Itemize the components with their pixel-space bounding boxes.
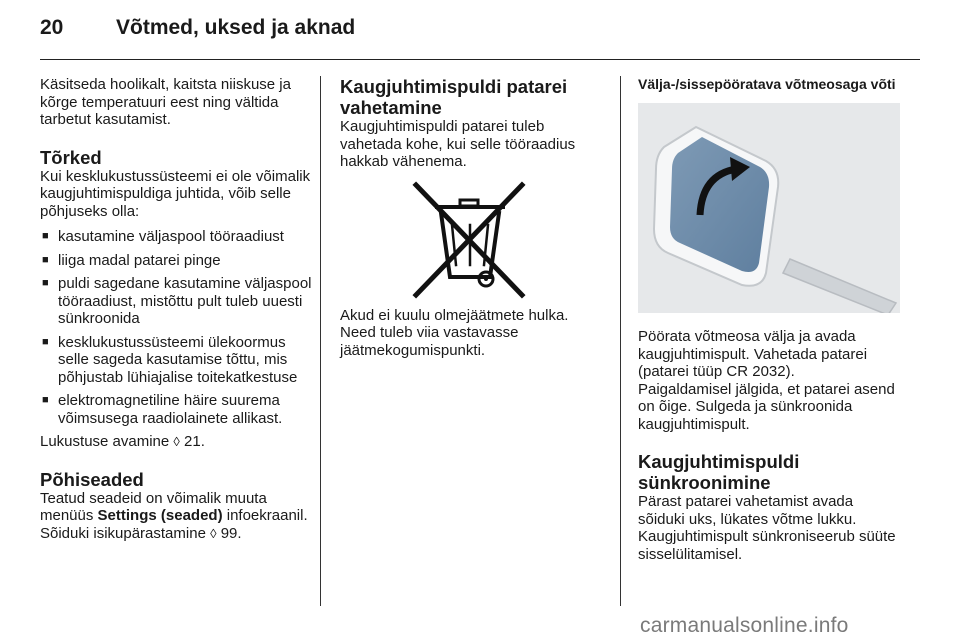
faults-text: Kui kesklukustussüsteemi ei ole võimalik kaugjuhtimispuldiga juhtida, võib selle põhjuseks olla:	[40, 167, 311, 220]
list-item	[40, 334, 312, 387]
reference-arrow-icon: ◊	[173, 434, 180, 449]
column-divider-2	[620, 76, 621, 606]
page-title: Võtmed, uksed ja aknad	[116, 16, 356, 39]
crossed-bin-icon	[340, 181, 602, 299]
bullet-marker: ■	[42, 394, 49, 406]
list-item	[40, 392, 312, 427]
faults-heading: Tõrked	[40, 146, 102, 168]
list-item-text: elektromagnetiline häire suurema võimsusega raadiolainete allikast.	[58, 392, 283, 427]
list-item-text: kesklukustussüsteemi ülekoormus selle sageda kasutamise tõttu, mis põhjustab lühiajalise toitekatkestuse	[58, 333, 298, 386]
page-number: 20	[40, 16, 64, 39]
page-header	[40, 16, 930, 56]
list-item	[40, 275, 312, 328]
column-3	[638, 76, 900, 563]
unlock-page-link[interactable]: 21.	[184, 433, 205, 450]
column-1	[40, 76, 312, 542]
flip-key-figure	[638, 103, 900, 313]
unlock-reference	[40, 433, 312, 451]
battery-change-heading: Kaugjuhtimispuldi patarei vahetamine	[340, 76, 568, 118]
watermark: carmanualsonline.info	[640, 614, 849, 637]
bullet-marker: ■	[42, 277, 49, 289]
settings-menu-name: Settings (seaded)	[97, 507, 223, 524]
basic-settings-heading: Põhiseaded	[40, 468, 144, 490]
list-item	[40, 252, 312, 270]
instruction-text-1: Pöörata võtmeosa välja ja avada kaugjuhtimispult. Vahetada patarei (patarei tüüp CR 2032).	[638, 328, 868, 380]
reference-arrow-icon: ◊	[210, 525, 217, 541]
column-divider-1	[320, 76, 321, 606]
disposal-text: Akud ei kuulu olmejäätmete hulka. Need tuleb viia vastavasse jäätmekogumispunkti.	[340, 306, 569, 359]
sync-heading: Kaugjuhtimispuldi sünkroonimine	[638, 451, 800, 493]
basic-settings-text-1: Teatud seadeid on võimalik muuta menüüs	[40, 489, 267, 524]
unlock-text: Lukustuse avamine	[40, 433, 170, 450]
basic-settings-text	[40, 490, 312, 543]
personalisation-page-link[interactable]: 99.	[220, 524, 242, 542]
faults-list	[40, 228, 312, 427]
list-item-text: liiga madal patarei pinge	[58, 251, 221, 269]
basic-settings-text-2: infoekraanil. Sõiduki isikupärastamine	[40, 507, 308, 542]
sync-text: Pärast patarei vahetamist avada sõiduki uks, lükates võtme lukku. Kaugjuhtimispult sünkroniseerub süüte sisselülitamisel.	[638, 493, 896, 563]
bullet-marker: ■	[42, 230, 49, 242]
list-item-text: puldi sagedane kasutamine väljaspool tööraadiust, mistõttu pult tuleb uuesti sünkroonida	[58, 275, 312, 327]
header-divider	[40, 59, 920, 60]
battery-change-text: Kaugjuhtimispuldi patarei tuleb vahetada kohe, kui selle tööraadius hakkab vähenema.	[340, 118, 576, 170]
bullet-marker: ■	[42, 335, 49, 348]
bullet-marker: ■	[42, 253, 49, 266]
instruction-text-2: Paigaldamisel jälgida, et patarei asend on õige. Sulgeda ja sünkroonida kaugjuhtimispult.	[638, 380, 895, 433]
list-item	[40, 228, 312, 246]
list-item-text: kasutamine väljaspool tööraadiust	[58, 228, 284, 245]
column-2	[340, 76, 602, 359]
flip-key-heading: Välja-/sissepööratava võtmeosaga võti	[638, 76, 896, 92]
intro-text: Käsitseda hoolikalt, kaitsta niiskuse ja kõrge temperatuuri eest ning vältida tarbetut kasutamist.	[40, 76, 291, 128]
